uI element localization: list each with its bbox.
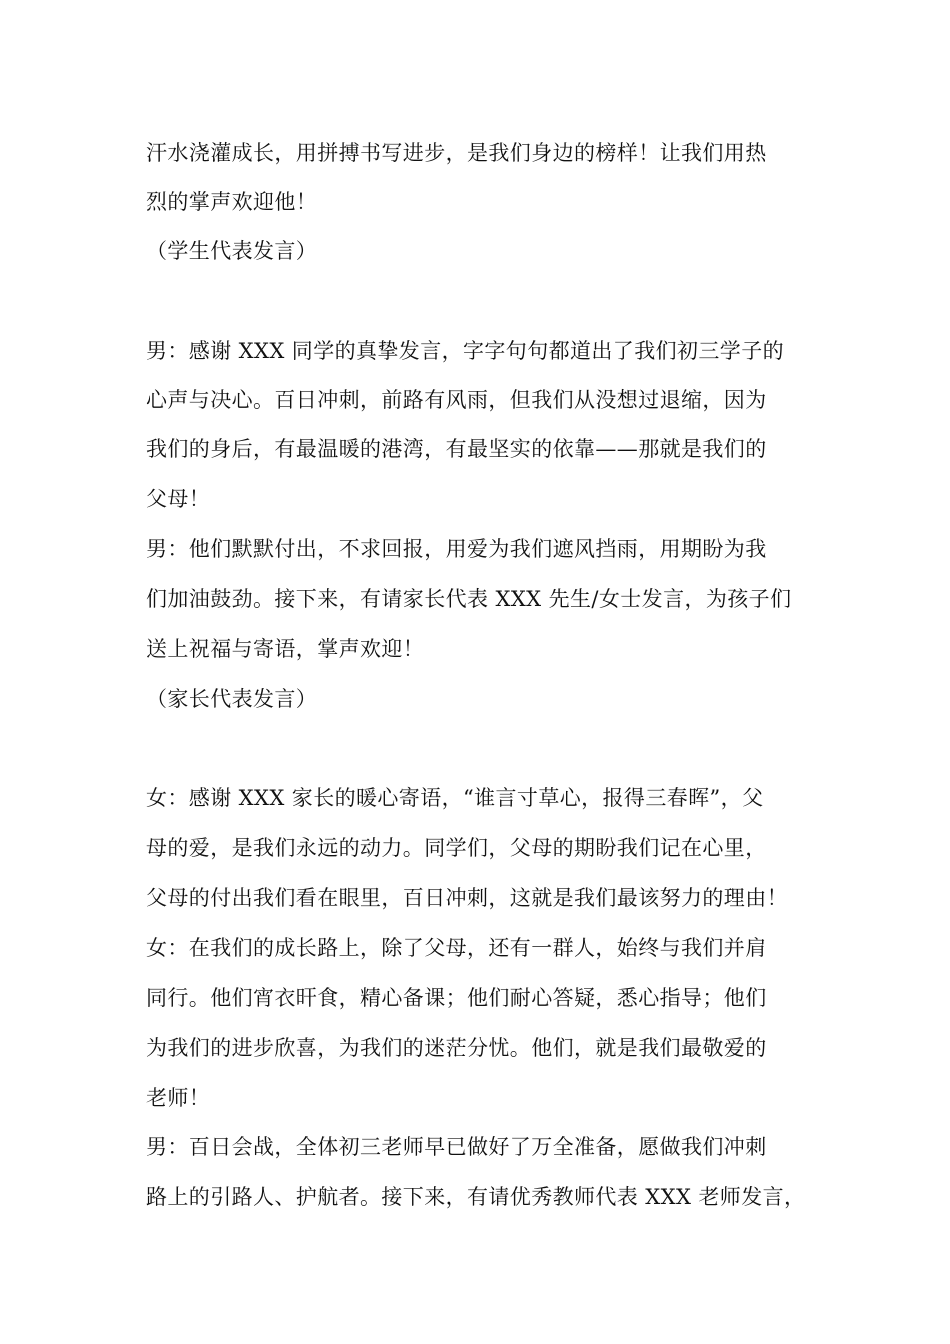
stage-direction: （家长代表发言） xyxy=(146,687,318,711)
text-line: 为我们的进步欣喜，为我们的迷茫分忧。他们，就是我们最敬爱的 xyxy=(146,1036,767,1060)
text-line: 我们的身后，有最温暖的港湾，有最坚实的依靠——那就是我们的 xyxy=(146,437,767,461)
text-line: 汗水浇灌成长，用拼搏书写进步，是我们身边的榜样！让我们用热 xyxy=(146,141,767,165)
text-line: 烈的掌声欢迎他！ xyxy=(146,190,318,214)
text-line: 们加油鼓劲。接下来，有请家长代表 XXX 先生/女士发言，为孩子们 xyxy=(146,587,792,611)
text-line: 母的爱，是我们永远的动力。同学们，父母的期盼我们记在心里， xyxy=(146,836,767,860)
text-line: 男：百日会战，全体初三老师早已做好了万全准备，愿做我们冲刺 xyxy=(146,1135,767,1159)
text-line: 送上祝福与寄语，掌声欢迎！ xyxy=(146,637,425,661)
text-line: 女：在我们的成长路上，除了父母，还有一群人，始终与我们并肩 xyxy=(146,936,767,960)
text-line: 老师！ xyxy=(146,1086,211,1110)
text-line: 男：感谢 XXX 同学的真挚发言，字字句句都道出了我们初三学子的 xyxy=(146,339,784,363)
text-line: 男：他们默默付出，不求回报，用爱为我们遮风挡雨，用期盼为我 xyxy=(146,537,767,561)
text-line: 父母！ xyxy=(146,487,211,511)
text-line: 女：感谢 XXX 家长的暖心寄语，“谁言寸草心，报得三春晖”，父 xyxy=(146,786,764,810)
text-line: 同行。他们宵衣旰食，精心备课；他们耐心答疑，悉心指导；他们 xyxy=(146,986,767,1010)
text-line: 路上的引路人、护航者。接下来，有请优秀教师代表 XXX 老师发言， xyxy=(146,1185,806,1209)
stage-direction: （学生代表发言） xyxy=(146,239,318,263)
text-line: 心声与决心。百日冲刺，前路有风雨，但我们从没想过退缩，因为 xyxy=(146,388,767,412)
text-line: 父母的付出我们看在眼里，百日冲刺，这就是我们最该努力的理由！ xyxy=(146,886,788,910)
